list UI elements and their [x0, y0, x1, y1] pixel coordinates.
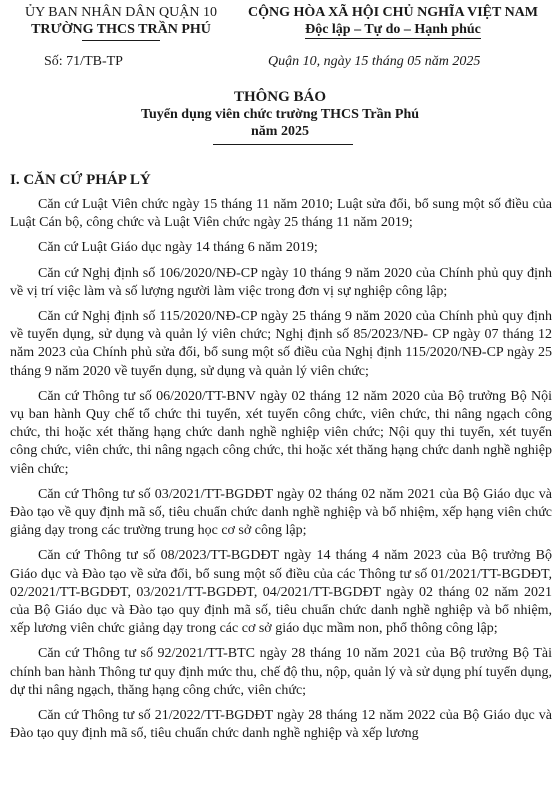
issuer-school: TRƯỜNG THCS TRẦN PHÚ [31, 22, 211, 37]
title-underline [213, 144, 353, 145]
document-number: Số: 71/TB-TP [44, 54, 123, 69]
title-line-2: Tuyển dụng viên chức trường THCS Trần Phú [140, 107, 420, 122]
document-date: Quận 10, ngày 15 tháng 05 năm 2025 [268, 54, 481, 69]
nation-name: CỘNG HÒA XÃ HỘI CHỦ NGHĨA VIỆT NAM [247, 5, 538, 20]
section-heading: I. CĂN CỨ PHÁP LÝ [10, 172, 151, 188]
paragraph: Căn cứ Luật Viên chức ngày 15 tháng 11 năm 2010; Luật sửa đổi, bổ sung một số điều của Luật Cán bộ, công chức và Luật Viên chức ngày 25 tháng 11 năm 2019; [10, 197, 552, 231]
issuer-block [6, 4, 236, 38]
paragraph: Căn cứ Thông tư số 21/2022/TT-BGDĐT ngày 28 tháng 12 năm 2022 của Bộ Giáo dục và Đào tạo quy định mã số, tiêu chuẩn chức danh nghề nghiệp và xếp lương [10, 708, 552, 742]
paragraph: Căn cứ Thông tư số 92/2021/TT-BTC ngày 28 tháng 10 năm 2021 của Bộ trưởng Bộ Tài chính ban hành Thông tư quy định mức thu, chế độ thu, nộp, quản lý và sử dụng phí tuyển dụng, dự thi nâng ngạch, thăng hạng công chức, viên chức; [10, 646, 552, 698]
national-heading [226, 4, 560, 39]
title-line-3: năm 2025 [251, 124, 309, 139]
paragraph: Căn cứ Nghị định số 115/2020/NĐ-CP ngày 25 tháng 9 năm 2020 của Chính phủ quy định về tuyển dụng, sử dụng và quản lý viên chức; Nghị định số 85/2023/NĐ- CP ngày 07 tháng 12 năm 2023 của Chính phủ sửa đổi, bổ sung một số điều của Nghị định 115/2020/NĐ-CP ngày 25 tháng 9 năm 2020 về tuyển dụng, sử dụng và quản lý viên chức; [10, 309, 552, 379]
paragraph: Căn cứ Nghị định số 106/2020/NĐ-CP ngày 10 tháng 9 năm 2020 của Chính phủ quy định về vị trí việc làm và số lượng người làm việc trong đơn vị sự nghiệp công lập; [10, 265, 552, 299]
paragraph: Căn cứ Thông tư số 06/2020/TT-BNV ngày 02 tháng 12 năm 2020 của Bộ trưởng Bộ Nội vụ ban hành Quy chế tổ chức thi tuyển, xét tuyển công chức, viên chức, thi nâng ngạch công chức, thi hoặc xét thăng hạng chức danh nghề nghiệp viên chức; Nội quy thi tuyển, xét tuyển công chức, viên chức, thi nâng ngạch công chức, thi hoặc xét thăng hạng chức danh nghề nghiệp viên chức; [10, 388, 552, 477]
national-motto: Độc lập – Tự do – Hạnh phúc [305, 22, 481, 37]
issuer-underline [82, 40, 160, 41]
paragraph: Căn cứ Thông tư số 08/2023/TT-BGDĐT ngày 14 tháng 4 năm 2023 của Bộ trưởng Bộ Giáo dục và Đào tạo về sửa đổi, bổ sung một số điều của các Thông tư số 01/2021/TT-BGDĐT, 02/2021/TT-BGDĐT, 03/2021/TT-BGDĐT, 04/2021/TT-BGDĐT ngày 02 tháng 02 năm 2021 của Bộ Giáo dục và Đào tạo quy định mã số, tiêu chuẩn chức danh nghề nghiệp và bổ nhiệm, xếp lương viên chức giảng dạy trong các cơ sở giáo dục mầm non, phổ thông công lập; [10, 548, 552, 637]
document-body [10, 196, 552, 750]
document-title [0, 88, 560, 140]
paragraph: Căn cứ Thông tư số 03/2021/TT-BGDĐT ngày 02 tháng 02 năm 2021 của Bộ Giáo dục và Đào tạo về quy định mã số, tiêu chuẩn chức danh nghề nghiệp và bổ nhiệm, xếp hạng viên chức giảng dạy trong các trường trung học cơ sở công lập; [10, 486, 552, 539]
title-line-1: THÔNG BÁO [233, 89, 327, 105]
paragraph: Căn cứ Luật Giáo dục ngày 14 tháng 6 năm 2019; [38, 240, 318, 256]
issuer-authority: ỦY BAN NHÂN DÂN QUẬN 10 [25, 5, 217, 20]
